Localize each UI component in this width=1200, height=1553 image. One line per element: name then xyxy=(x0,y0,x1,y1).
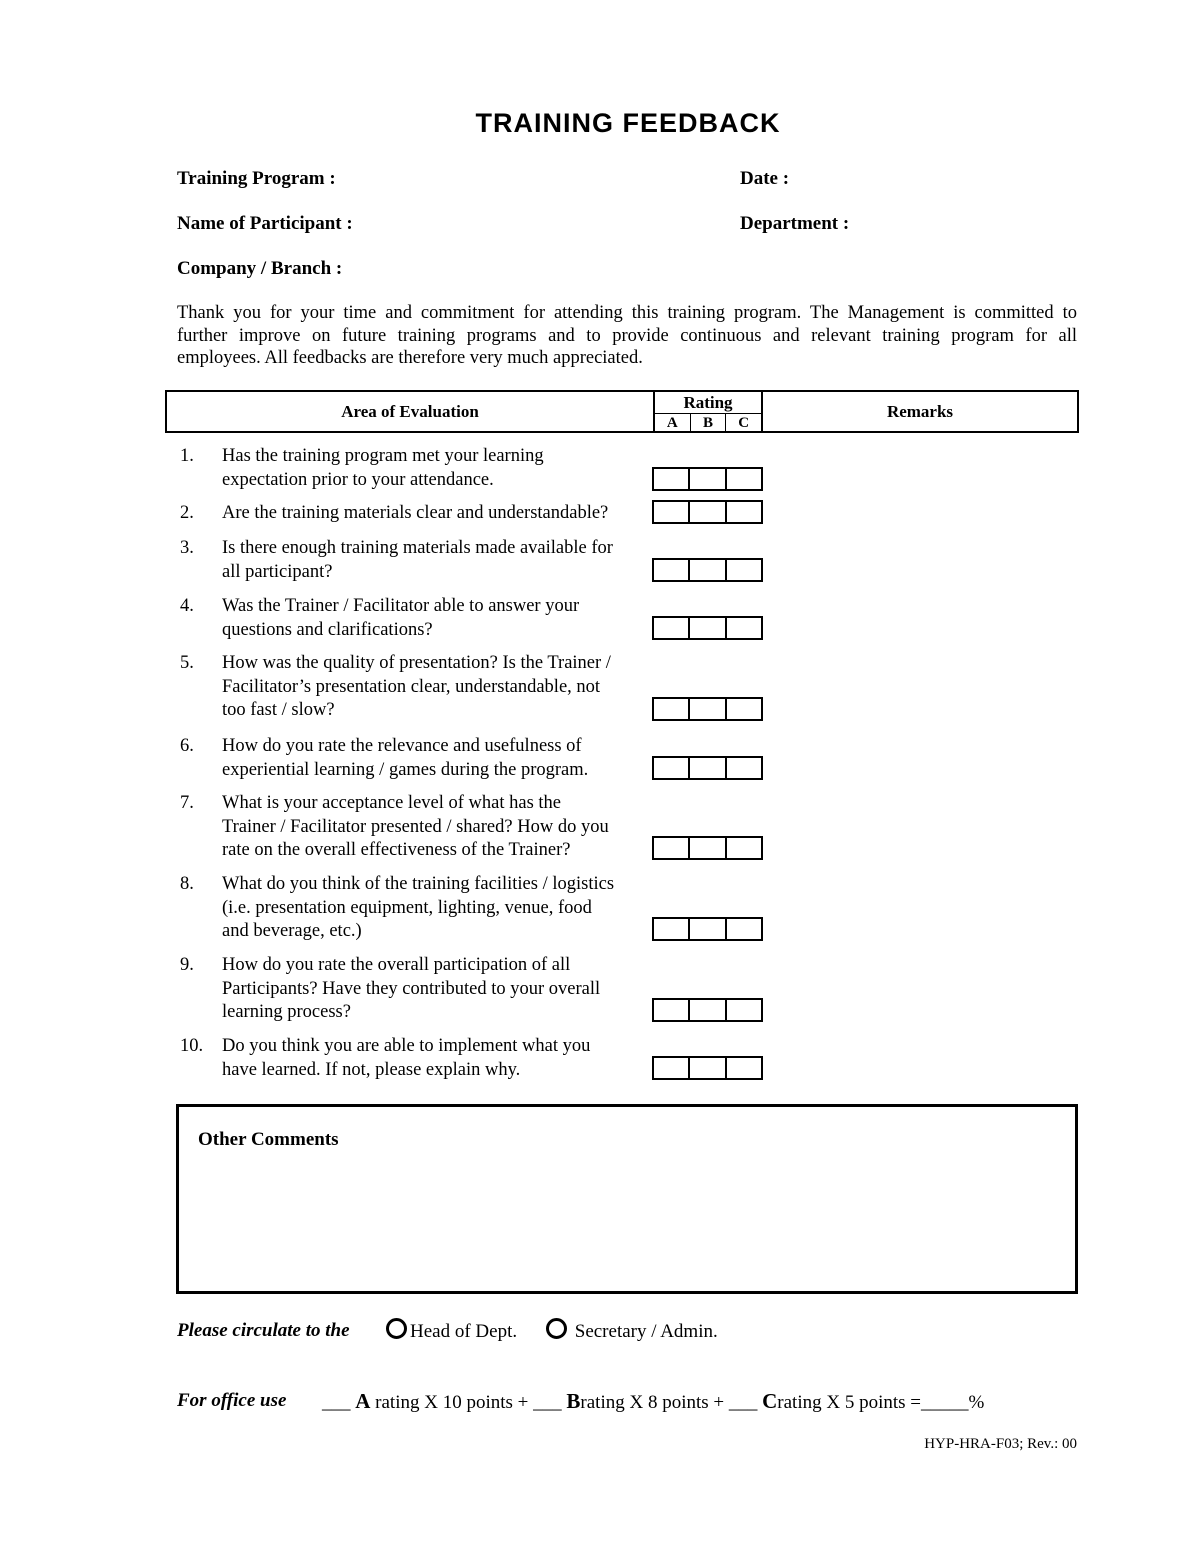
rating-boxes xyxy=(652,1056,763,1080)
rating-box-c[interactable] xyxy=(727,758,761,778)
rating-boxes xyxy=(652,616,763,640)
rating-c-letter: C xyxy=(762,1389,778,1413)
rating-box-b[interactable] xyxy=(690,502,726,522)
rating-box-c[interactable] xyxy=(727,618,761,638)
circulate-option-label: Secretary / Admin. xyxy=(574,1321,718,1342)
rating-b-text: rating X 8 points + xyxy=(580,1392,725,1413)
rating-box-b[interactable] xyxy=(690,919,726,939)
question-line: have learned. If not, please explain why. xyxy=(222,1059,521,1080)
rating-box-a[interactable] xyxy=(654,919,690,939)
rating-boxes xyxy=(652,917,763,941)
question-line: expectation prior to your attendance. xyxy=(222,469,494,490)
rating-box-a[interactable] xyxy=(654,838,690,858)
form-reference: HYP-HRA-F03; Rev.: 00 xyxy=(924,1436,1077,1452)
rating-column-a: A xyxy=(655,414,691,432)
question-line: learning process? xyxy=(222,1002,351,1022)
radio-circle-icon[interactable] xyxy=(546,1318,567,1339)
question-text xyxy=(222,954,647,1025)
question-text xyxy=(222,652,647,723)
question-number: 9. xyxy=(180,955,194,975)
office-use-formula xyxy=(322,1389,984,1414)
question-line: (i.e. presentation equipment, lighting, venue, food xyxy=(222,897,592,918)
intro-line: Thank you for your time and commitment for attending this training program. The Management is committed to xyxy=(177,303,1077,323)
question-text xyxy=(222,537,647,584)
rating-box-c[interactable] xyxy=(727,838,761,858)
rating-box-b[interactable] xyxy=(690,560,726,580)
question-number: 6. xyxy=(180,736,194,756)
circulate-option-secretary-admin[interactable] xyxy=(546,1318,718,1343)
intro-line: further improve on future training programs and to provide continuous and relevant training program for all xyxy=(177,325,1077,346)
question-number: 2. xyxy=(180,503,194,523)
rating-box-c[interactable] xyxy=(727,560,761,580)
page-title: TRAINING FEEDBACK xyxy=(475,108,781,138)
rating-header xyxy=(653,392,763,431)
rating-column-b: B xyxy=(691,414,727,432)
question-line: all participant? xyxy=(222,561,333,582)
question-line: and beverage, etc.) xyxy=(222,921,362,941)
rating-box-b[interactable] xyxy=(690,618,726,638)
question-text xyxy=(222,1035,647,1082)
rating-b-letter: B xyxy=(566,1389,581,1413)
rating-box-c[interactable] xyxy=(727,469,761,489)
question-line: too fast / slow? xyxy=(222,700,335,720)
rating-boxes xyxy=(652,697,763,721)
rating-box-c[interactable] xyxy=(727,919,761,939)
question-line: Trainer / Facilitator presented / shared? How do you xyxy=(222,816,609,837)
question-text xyxy=(222,595,647,642)
question-text xyxy=(222,445,647,492)
question-number: 7. xyxy=(180,793,194,813)
participant-name-label: Name of Participant : xyxy=(177,213,353,234)
rating-boxes xyxy=(652,998,763,1022)
question-number: 8. xyxy=(180,874,194,894)
other-comments-box[interactable] xyxy=(176,1104,1078,1294)
question-line: Facilitator’s presentation clear, understandable, not xyxy=(222,676,601,697)
rating-column-c: C xyxy=(738,415,750,431)
result-percent: _____% xyxy=(921,1392,985,1413)
rating-box-a[interactable] xyxy=(654,469,690,489)
rating-box-b[interactable] xyxy=(690,838,726,858)
question-line: What is your acceptance level of what has the xyxy=(222,793,562,813)
other-comments-label: Other Comments xyxy=(198,1129,339,1150)
rating-box-c[interactable] xyxy=(727,502,761,522)
question-line: Is there enough training materials made available for xyxy=(222,538,613,558)
rating-boxes xyxy=(652,467,763,491)
rating-columns xyxy=(655,414,761,432)
blank-a: ___ xyxy=(322,1392,351,1413)
question-text xyxy=(222,873,647,944)
intro-line: employees. All feedbacks are therefore very much appreciated. xyxy=(177,348,643,368)
circulate-label: Please circulate to the xyxy=(177,1320,350,1341)
rating-box-a[interactable] xyxy=(654,1058,690,1078)
rating-box-b[interactable] xyxy=(690,758,726,778)
rating-boxes xyxy=(652,558,763,582)
question-line: Do you think you are able to implement what you xyxy=(222,1036,591,1056)
question-text xyxy=(222,502,647,526)
rating-box-b[interactable] xyxy=(690,469,726,489)
intro-paragraph xyxy=(177,302,1077,370)
rating-boxes xyxy=(652,500,763,524)
question-line: How was the quality of presentation? Is the Trainer / xyxy=(222,653,611,673)
question-line: How do you rate the relevance and usefulness of xyxy=(222,736,582,756)
rating-box-a[interactable] xyxy=(654,699,690,719)
question-line: rate on the overall effectiveness of the Trainer? xyxy=(222,840,571,860)
office-use-label: For office use xyxy=(177,1390,287,1411)
rating-boxes xyxy=(652,836,763,860)
rating-box-c[interactable] xyxy=(727,1058,761,1078)
rating-box-b[interactable] xyxy=(690,699,726,719)
question-line: Are the training materials clear and understandable? xyxy=(222,503,609,523)
rating-a-letter: A xyxy=(355,1389,371,1413)
rating-box-a[interactable] xyxy=(654,758,690,778)
question-line: Participants? Have they contributed to your overall xyxy=(222,978,601,999)
rating-box-b[interactable] xyxy=(690,1000,726,1020)
rating-box-a[interactable] xyxy=(654,618,690,638)
rating-box-a[interactable] xyxy=(654,560,690,580)
question-text xyxy=(222,792,647,863)
rating-box-a[interactable] xyxy=(654,1000,690,1020)
question-line: How do you rate the overall participation of all xyxy=(222,955,571,975)
rating-c-text: rating X 5 points = xyxy=(777,1392,922,1413)
circulate-option-head-of-dept[interactable] xyxy=(386,1318,517,1343)
rating-boxes xyxy=(652,756,763,780)
question-number: 5. xyxy=(180,653,194,673)
circulate-option-label: Head of Dept. xyxy=(410,1321,518,1342)
rating-box-b[interactable] xyxy=(690,1058,726,1078)
rating-box-c[interactable] xyxy=(727,1000,761,1020)
question-number: 1. xyxy=(180,446,194,466)
company-branch-label: Company / Branch : xyxy=(177,258,343,279)
department-label: Department : xyxy=(740,213,850,234)
radio-circle-icon[interactable] xyxy=(386,1318,407,1339)
rating-box-c[interactable] xyxy=(727,699,761,719)
area-of-evaluation-header: Area of Evaluation xyxy=(341,401,479,421)
question-line: What do you think of the training facilities / logistics xyxy=(222,874,615,894)
question-text xyxy=(222,735,647,782)
question-number: 3. xyxy=(180,538,194,558)
blank-c: ___ xyxy=(728,1392,758,1413)
blank-b: ___ xyxy=(533,1392,562,1413)
question-number: 10. xyxy=(180,1036,204,1056)
question-line: questions and clarifications? xyxy=(222,619,433,640)
training-program-label: Training Program : xyxy=(177,168,336,189)
question-number: 4. xyxy=(180,596,194,616)
rating-box-a[interactable] xyxy=(654,502,690,522)
question-line: Has the training program met your learning xyxy=(222,446,544,466)
rating-title: Rating xyxy=(655,392,761,414)
rating-a-text: rating X 10 points + xyxy=(375,1392,529,1413)
evaluation-table-header xyxy=(165,390,1079,433)
question-line: Was the Trainer / Facilitator able to answer your xyxy=(222,596,580,616)
remarks-header: Remarks xyxy=(886,401,954,421)
question-line: experiential learning / games during the program. xyxy=(222,759,589,780)
date-label: Date : xyxy=(740,168,790,189)
